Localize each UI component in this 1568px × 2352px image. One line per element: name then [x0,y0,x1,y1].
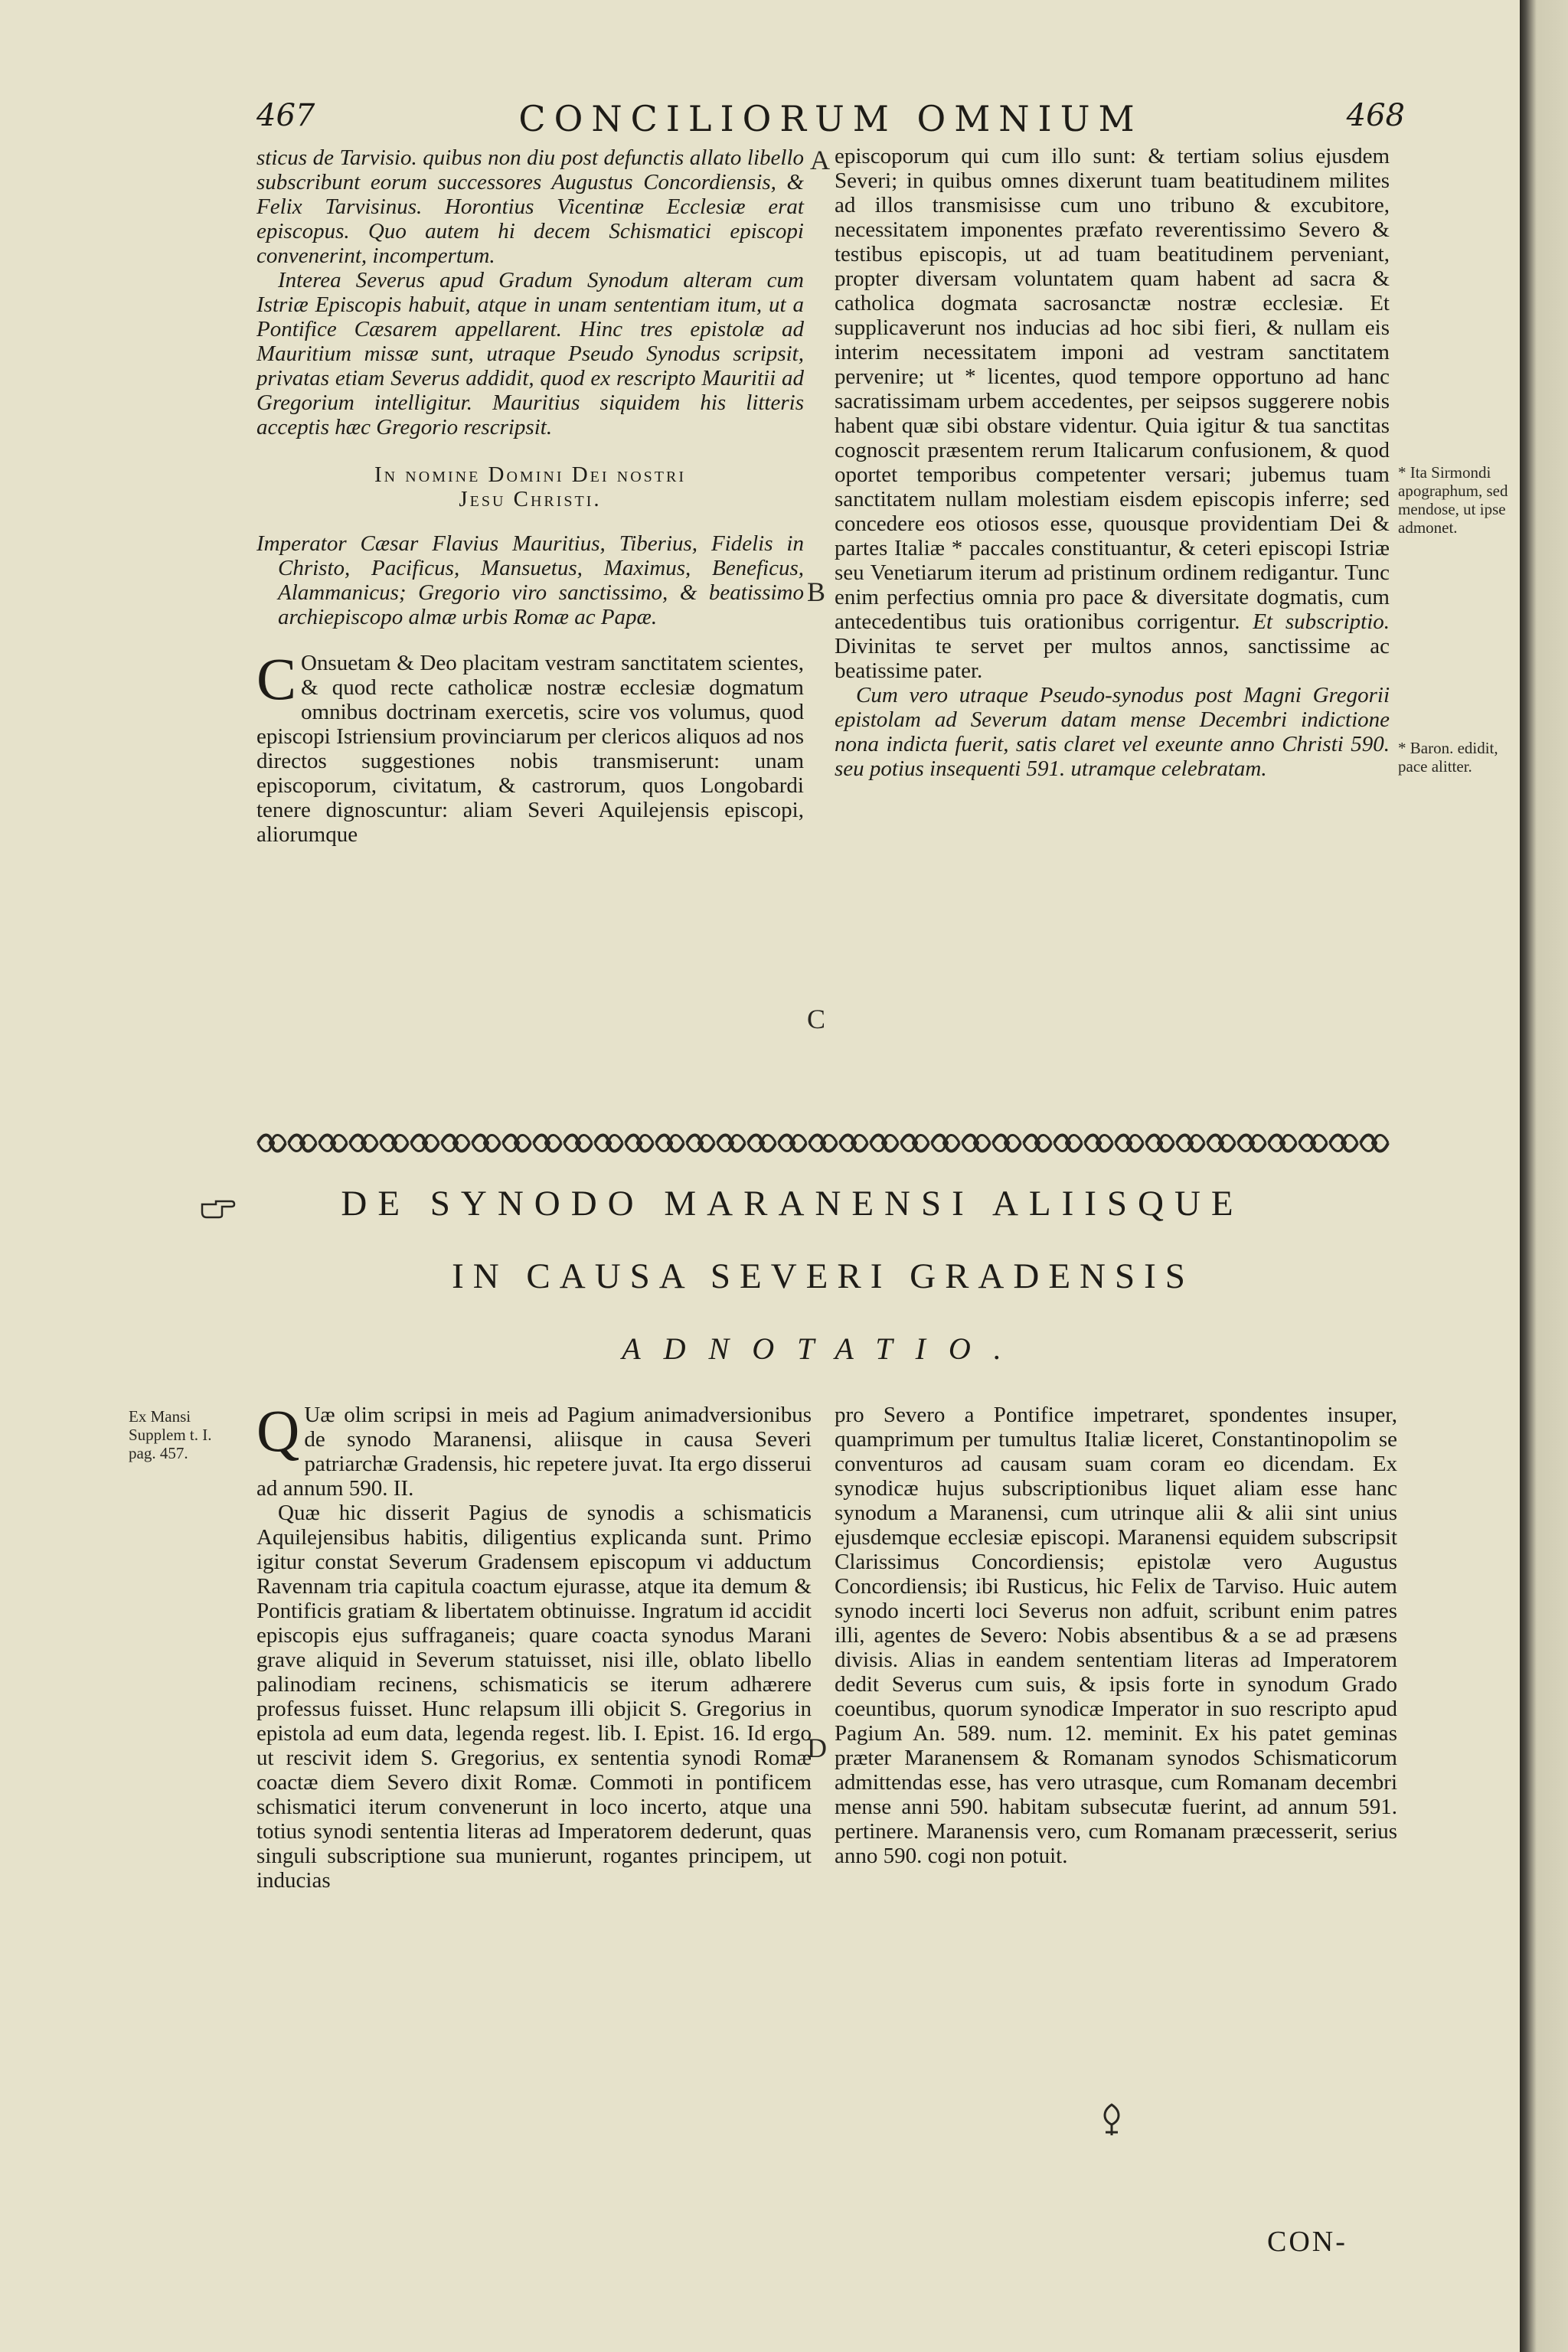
fleuron-ornament [1096,2102,1127,2138]
drop-capital-c: C [256,645,297,712]
editor-note: Cum vero utraque Pseudo-synodus post Magni Gregorii epistolam ad Severum datam mense Decembri indictione nona indicta fuerit, satis claret vel exeunte anno Christi 590. seu potius insequenti 591. utramque celebratam. [835,683,1390,781]
intro-paragraph-2: Interea Severus apud Gradum Synodum alteram cum Istriæ Episcopis habuit, atque in unam sententiam itum, ut a Pontifice Cæsarem appellarent. Hinc tres epistolæ ad Mauritium missæ sunt, utraque Pseudo Synodus scripsit, privatas etiam Severus addidit, quod ex rescripto Mauritii ad Gregorium intelligitur. Mauritius siquidem his litteris acceptis hæc Gregorio rescripsit. [256,268,804,439]
drop-capital-q: Q [256,1397,300,1464]
margin-note-baronius: * Baron. edidit, pace alitter. [1398,739,1498,776]
section-letter-a: A [810,145,830,175]
annotation-paragraph-3: pro Severo a Pontifice impetraret, spondentes insuper, quamprimum per tumultus Italiæ liceret, Constantinopolim se conventuros ad causam suam coram eo dicendam. Ex synodicæ hujus subscriptionibus liquet aliam esse hanc synodum a Maranensi, cum utrinque alii & alii sint unius ejusdemque ecclesiæ episcopi. Maranensi equidem subscripsit Clarissimus Concordiensis; epistolæ vero Augustus Concordiensis; ibi Rusticus, hic Felix de Tarviso. Huic autem synodo incerti loci Severus non adfuit, scribunt enim patres illi, agentes de Severo: Nobis absentibus & a se ad præsens divisis. Alias in eandem sententiam literas ad Imperatorem dedit Severus cum suis, & ipsis forte in synodum Grado coeuntibus, quorum synodicæ Imperator in suo rescripto apud Pagium An. 589. num. 12. meminit. Ex his patet geminas præter Maranensem & Romanam synodos Schismaticorum admittendas esse, has vero utrasque, cum Romanam decembri mense anni 590. habitam subsecutæ fuerint, ad annum 591. pertinere. Maranensis vero, cum Romanam præcesserit, serius anno 590. cogi non potuit. [835,1403,1397,1868]
imperial-address: Imperator Cæsar Flavius Mauritius, Tiberius, Fidelis in Christo, Pacificus, Mansuetus, Maximus, Beneficus, Alammanicus; Gregorio viro sanctissimo, & beatissimo archiepiscopo almæ urbis Romæ ac Papæ. [256,531,804,629]
left-column-upper [256,145,804,847]
section-letter-d: D [807,1733,827,1763]
annotation-paragraph-2: Quæ hic disserit Pagius de synodis a schismaticis Aquilejensibus habitis, diligentius explicanda sunt. Primo igitur constat Severum Gradensem episcopum vi adductum Ravennam tria capitula coactum ejurasse, atque ita demum & Pontificis gratiam & libertatem obtinuisse. Ingratum id accidit episcopis ejus suffraganeis; quare coacta synodus Marani grave aliquid in Severum statuisset, nisi ille, oblato libello palinodiam recinens, schismaticis se iterum adhærere professus fuisset. Hunc relapsum illi objicit S. Gregorius in epistola ad eum data, legenda regest. lib. I. Epist. 16. Id ergo ut rescivit idem S. Gregorius, ex sententia synodi Romæ coactæ diem Severo dixit Romæ. Commoti in pontificem schismatici iterum convenerunt in loco incerto, atque una totius synodi sententia literas ad Imperatorem dederunt, quas singuli subscriptione sua munierunt, rogantes principem, ut inducias [256,1501,812,1893]
right-column-lower [835,1403,1397,1868]
subscription-label: Et subscriptio. [1253,609,1390,634]
page-number-right: 468 [1346,98,1405,133]
annotation-paragraph-1 [256,1397,812,1501]
closing-formula: Divinitas te servet per multos annos, sanctissime ac beatissime pater. [835,634,1390,683]
letter-body-right-text: episcoporum qui cum illo sunt: & tertiam solius ejusdem Severi; in quibus omnes dixerunt tuam beatitudinem milites ad illos transmisisse cum uno tribuno & excubitore, necessitatem imponentes præfato reverentissimo Severo & testibus episcopis, ut ad tuam beatitudinem perveniant, propter diversam voluntatem quam habent ad sacra & catholica dogmata sacrosanctæ nostræ ecclesiæ. Et supplicaverunt nos inducias ad hoc sibi fieri, & nullam eis interim necessitatem imponi ad vestram sanctitatem pervenire; ut * licentes, quod tempore opportuno ad hanc sacratissimam urbem accedentes, per seipsos suggerere nobis habent quæ sibi obstare videntur. Quia igitur & tua sanctitas cognoscit præsentem rerum Italicarum confusionem, & quod oportet temporibus competenter versari; jubemus tuam sanctitatem nullam molestiam eisdem episcopis inferre; sed concedere eos otiosos esse, quousque providentiam Dei & partes Italiæ * paccales constituantur, & ceteri episcopi Istriæ seu Venetiarum iterum ad pristinum ordinem redigantur. Tunc enim perfectius omnia pro pace & diversitate dogmatis, cum antecedentibus tuis orationibus corrigentur. [835,144,1390,634]
annotation-paragraph-1-text: Uæ olim scripsi in meis ad Pagium animadversionibus de synodo Maranensi, aliisque in causa Severi patriarchæ Gradensis, hic repetere juvat. Ita ergo disserui ad annum 590. II. [256,1403,812,1501]
letter-body-left [256,645,804,847]
margin-note-sirmondi: * Ita Sirmondi apographum, sed mendose, ut ipse admonet. [1398,463,1508,537]
adjacent-page-edge [1520,0,1568,2352]
invocation-line-2: Jesu Christi. [459,487,602,511]
invocation-line-1: In nomine Domini Dei nostri [374,462,687,487]
section-letter-b: B [807,577,826,607]
section-subheading: ADNOTATIO. [622,1331,1024,1366]
running-title: CONCILIORUM OMNIUM [518,98,1143,139]
running-header [256,98,1481,144]
left-column-lower [256,1397,812,1893]
margin-note-mansi: Ex Mansi Supplem t. I. pag. 457. [129,1407,212,1462]
section-heading-line-1: DE SYNODO MARANENSI ALIISQUE [341,1184,1244,1223]
catchword: CON- [1267,2226,1348,2258]
intro-paragraph: sticus de Tarvisio. quibus non diu post defunctis allato libello subscribunt eorum successores Augustus Concordiensis, & Felix Tarvisinus. Horontius Vicentinæ Ecclesiæ erat episcopus. Quo autem hi decem Schismatici episcopi convenerint, incompertum. [256,145,804,268]
page-number-left: 467 [256,98,315,133]
right-column-upper [835,144,1390,781]
ornamental-band [256,1129,1390,1157]
section-heading-line-2: IN CAUSA SEVERI GRADENSIS [452,1256,1194,1296]
letter-body-left-text: Onsuetam & Deo placitam vestram sanctitatem scientes, & quod recte catholicæ nostræ ecclesiæ dogmatum omnibus doctrinam exercetis, scire vos volumus, quod episcopi Istriensium provinciarum per clericos aliquos ad nos directos suggestiones nobis transmiserunt: unam episcoporum, civitatum, & castrorum, quos Longobardi tenere dignoscuntur: aliam Severi Aquilejensis episcopi, aliorumque [256,651,804,847]
letter-body-right [835,144,1390,683]
section-letter-c: C [807,1004,826,1034]
